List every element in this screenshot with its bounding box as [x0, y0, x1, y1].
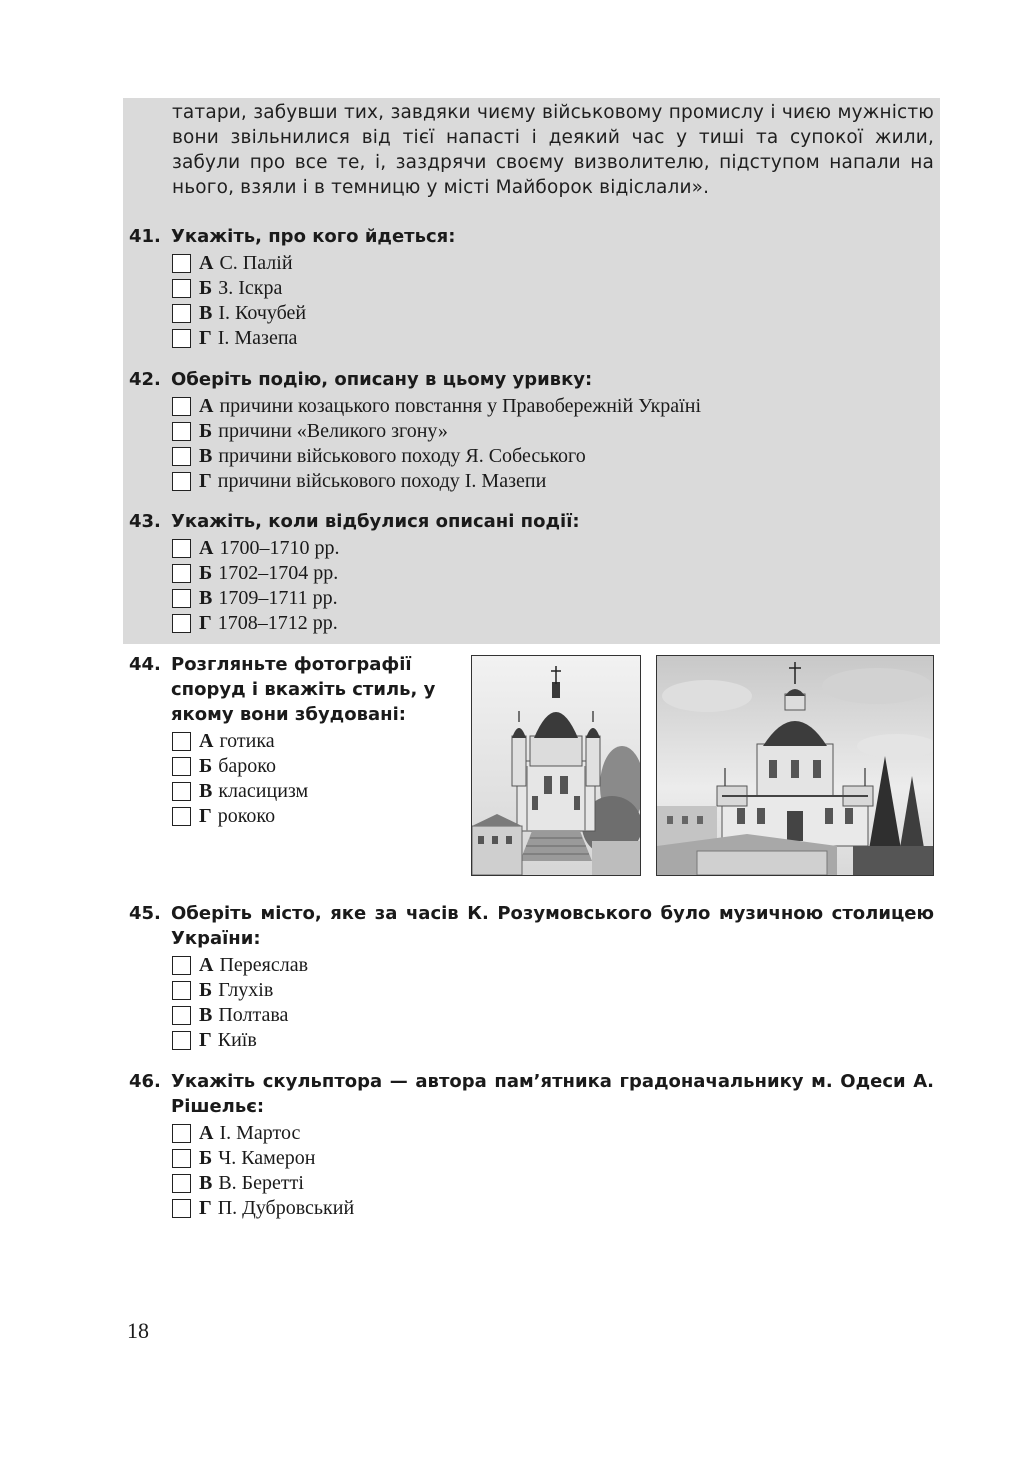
- checkbox[interactable]: [172, 1199, 191, 1218]
- checkbox[interactable]: [172, 304, 191, 323]
- question-46: [129, 1069, 934, 1221]
- option-b[interactable]: Б 1702–1704 рр.: [172, 561, 934, 586]
- option-v[interactable]: В Полтава: [172, 1003, 934, 1028]
- checkbox[interactable]: [172, 757, 191, 776]
- church-photo-1: [471, 655, 641, 876]
- option-h[interactable]: Г причини військового походу І. Мазепи: [172, 469, 934, 494]
- question-42: [129, 367, 934, 494]
- checkbox[interactable]: [172, 732, 191, 751]
- option-a[interactable]: А 1700–1710 рр.: [172, 536, 934, 561]
- checkbox[interactable]: [172, 956, 191, 975]
- checkbox[interactable]: [172, 1031, 191, 1050]
- checkbox[interactable]: [172, 1149, 191, 1168]
- church-photo-2: [656, 655, 934, 876]
- option-h[interactable]: Г рококо: [172, 804, 459, 829]
- option-a[interactable]: А І. Мартос: [172, 1121, 934, 1146]
- checkbox[interactable]: [172, 539, 191, 558]
- option-b[interactable]: Б З. Іскра: [172, 276, 934, 301]
- question-text: Укажіть скульптора — автора пам’ятника градоначальнику м. Одеси А. Рішельє:: [171, 1071, 934, 1117]
- option-h[interactable]: Г П. Дубровський: [172, 1196, 934, 1221]
- option-v[interactable]: В класицизм: [172, 779, 459, 804]
- checkbox[interactable]: [172, 807, 191, 826]
- checkbox[interactable]: [172, 981, 191, 1000]
- question-text: Укажіть, коли відбулися описані події:: [171, 511, 580, 532]
- checkbox[interactable]: [172, 589, 191, 608]
- option-b[interactable]: Б Глухів: [172, 978, 934, 1003]
- page-number: 18: [127, 1318, 149, 1343]
- option-h[interactable]: Г 1708–1712 рр.: [172, 611, 934, 636]
- checkbox[interactable]: [172, 472, 191, 491]
- question-number: 46.: [129, 1071, 161, 1092]
- checkbox[interactable]: [172, 614, 191, 633]
- option-a[interactable]: А причини козацького повстання у Правобережній Україні: [172, 394, 934, 419]
- option-b[interactable]: Б причини «Великого згону»: [172, 419, 934, 444]
- baroque-church-illustration-2: [657, 656, 933, 875]
- question-number: 42.: [129, 369, 161, 390]
- option-h[interactable]: Г І. Мазепа: [172, 326, 934, 351]
- question-text: Оберіть подію, описану в цьому уривку:: [171, 369, 593, 390]
- checkbox[interactable]: [172, 329, 191, 348]
- question-number: 43.: [129, 511, 161, 532]
- question-number: 44.: [129, 654, 161, 675]
- question-45: [129, 901, 934, 1053]
- question-number: 41.: [129, 226, 161, 247]
- option-v[interactable]: В І. Кочубей: [172, 301, 934, 326]
- checkbox[interactable]: [172, 782, 191, 801]
- baroque-church-illustration-1: [472, 656, 640, 875]
- question-text: Розгляньте фотографії споруд і вкажіть стиль, у якому вони збудовані:: [171, 654, 436, 725]
- source-passage: татари, забувши тих, завдяки чиєму військовому промислу і чиєю мужністю вони звільнилися від тієї напасті і деякий час у тиші та супокої жили, забули про все те, і, заздрячи своєму визволителю, підступом напали на нього, взяли і в темницю у місті Майборок відіслали».: [172, 102, 934, 198]
- checkbox[interactable]: [172, 1006, 191, 1025]
- question-44: [129, 652, 459, 829]
- question-number: 45.: [129, 903, 161, 924]
- checkbox[interactable]: [172, 447, 191, 466]
- option-a[interactable]: А Переяслав: [172, 953, 934, 978]
- question-43: [129, 509, 934, 636]
- checkbox[interactable]: [172, 254, 191, 273]
- option-v[interactable]: В 1709–1711 рр.: [172, 586, 934, 611]
- option-b[interactable]: Б Ч. Камерон: [172, 1146, 934, 1171]
- option-a[interactable]: А готика: [172, 729, 459, 754]
- option-a[interactable]: А С. Палій: [172, 251, 934, 276]
- question-41: [129, 224, 934, 351]
- checkbox[interactable]: [172, 279, 191, 298]
- checkbox[interactable]: [172, 1174, 191, 1193]
- checkbox[interactable]: [172, 564, 191, 583]
- option-h[interactable]: Г Київ: [172, 1028, 934, 1053]
- option-b[interactable]: Б бароко: [172, 754, 459, 779]
- question-text: Укажіть, про кого йдеться:: [171, 226, 456, 247]
- checkbox[interactable]: [172, 1124, 191, 1143]
- option-v[interactable]: В В. Беретті: [172, 1171, 934, 1196]
- checkbox[interactable]: [172, 422, 191, 441]
- question-text: Оберіть місто, яке за часів К. Розумовського було музичною столицею України:: [171, 903, 934, 949]
- option-v[interactable]: В причини військового походу Я. Собеського: [172, 444, 934, 469]
- checkbox[interactable]: [172, 397, 191, 416]
